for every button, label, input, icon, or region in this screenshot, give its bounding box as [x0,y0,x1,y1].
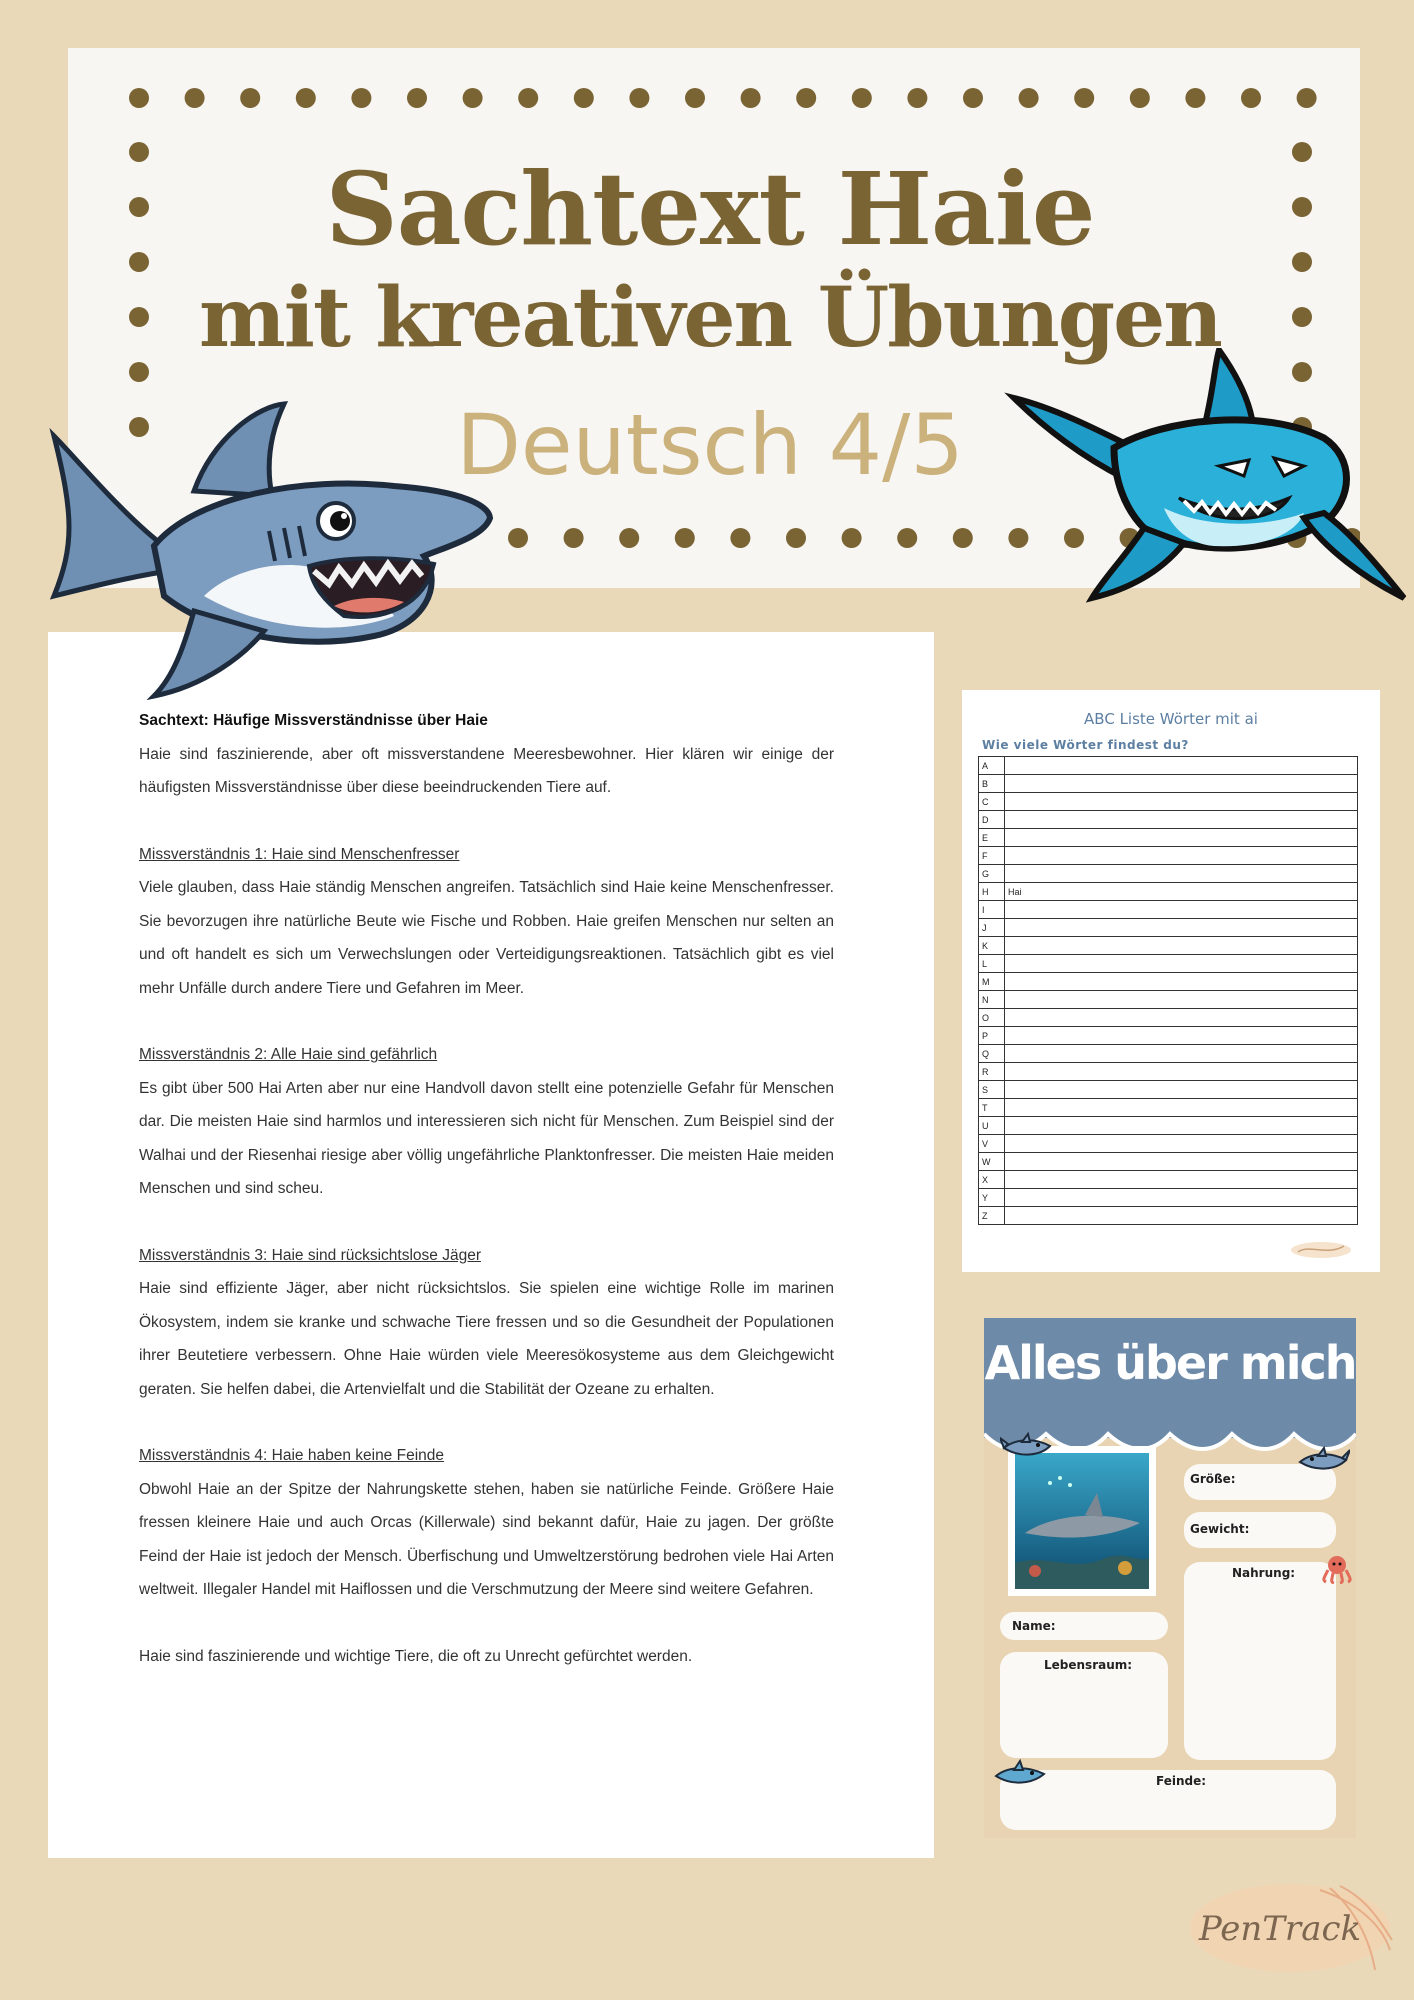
abc-word-cell[interactable] [1005,1117,1358,1135]
abc-word-cell[interactable] [1005,919,1358,937]
abc-word-cell[interactable] [1005,793,1358,811]
border-dot [518,88,538,108]
abc-word-cell[interactable] [1005,829,1358,847]
border-dot [619,528,639,548]
abc-row [979,1135,1358,1153]
border-dot [129,88,149,108]
weight-label: Gewicht: [1190,1522,1250,1536]
abc-letter: N [979,991,1005,1009]
abc-letter: T [979,1099,1005,1117]
abc-letter: E [979,829,1005,847]
cartoon-shark-left-icon [44,396,504,716]
abc-word-cell[interactable] [1005,811,1358,829]
abc-word-cell[interactable] [1005,1207,1358,1225]
page-subtitle: mit kreativen Übungen [199,270,1221,366]
abc-row [979,757,1358,775]
abc-letter: Q [979,1045,1005,1063]
border-dot [786,528,806,548]
border-dot [1297,88,1317,108]
border-dot [564,528,584,548]
small-shark-icon-2 [1296,1446,1350,1480]
abc-row [979,1081,1358,1099]
abc-letter: X [979,1171,1005,1189]
border-dot [685,88,705,108]
border-dot [185,88,205,108]
abc-row [979,901,1358,919]
abc-letter: F [979,847,1005,865]
section-heading-3: Missverständnis 3: Haie sind rücksichtslose Jäger [139,1246,481,1264]
border-dot [1185,88,1205,108]
abc-letter: G [979,865,1005,883]
abc-word-cell[interactable]: Hai [1005,883,1358,901]
size-label: Größe: [1190,1472,1236,1486]
border-dot [897,528,917,548]
abc-word-cell[interactable] [1005,1135,1358,1153]
abc-worksheet [962,690,1380,1272]
section-text-3: Haie sind effiziente Jäger, aber nicht rücksichtslos. Sie spielen eine wichtige Rolle im marinen Ökosystem, indem sie kranke und schwache Tiere fressen und so die Gesundheit der Populationen ihrer Beutetiere verbessern. Ohne Haie würden viele Meeresökosysteme aus dem Gleichgewicht geraten. Sie helfen dabei, die Artenvielfalt und die Stabilität der Ozeane zu erhalten. [139,1280,834,1398]
border-dot [796,88,816,108]
border-dot [296,88,316,108]
abc-letter: P [979,1027,1005,1045]
border-dot [407,88,427,108]
abc-word-cell[interactable] [1005,937,1358,955]
border-dot [240,88,260,108]
abc-word-cell[interactable] [1005,1081,1358,1099]
abc-row [979,1027,1358,1045]
abc-word-cell[interactable] [1005,865,1358,883]
shark-photo [1008,1446,1156,1596]
document-conclusion: Haie sind faszinierende und wichtige Tiere, die oft zu Unrecht gefürchtet werden. [139,1647,693,1665]
abc-row [979,991,1358,1009]
abc-row [979,919,1358,937]
abc-row [979,811,1358,829]
abc-row [979,883,1358,901]
abc-row [979,1099,1358,1117]
abc-row [979,775,1358,793]
abc-row [979,937,1358,955]
abc-letter: D [979,811,1005,829]
abc-row [979,829,1358,847]
border-dot [1130,88,1150,108]
section-text-4: Obwohl Haie an der Spitze der Nahrungskette stehen, haben sie natürliche Feinde. Größere Haie fressen kleinere Haie und auch Orcas (Killerwale) sind bekannt dafür, Haie zu jagen. Der größte Feind der Haie ist jedoch der Mensch. Überfischung und Umweltzerstörung bedrohen viele Hai Arten weltweit. Illegaler Handel mit Haiflossen und die Verschmutzung der Meere sind weitere Gefahren. [139,1480,834,1598]
border-dot [1019,88,1039,108]
abc-letter: R [979,1063,1005,1081]
abc-row [979,1117,1358,1135]
abc-row [979,1063,1358,1081]
abc-word-cell[interactable] [1005,991,1358,1009]
abc-word-cell[interactable] [1005,1027,1358,1045]
pentrack-logo [1180,1870,1400,1990]
abc-subtitle: Wie viele Wörter findest du? [982,738,1189,752]
abc-letter: S [979,1081,1005,1099]
abc-word-cell[interactable] [1005,955,1358,973]
abc-letter: V [979,1135,1005,1153]
food-label: Nahrung: [1232,1566,1296,1580]
about-title: Alles über mich [984,1336,1356,1390]
section-heading-4: Missverständnis 4: Haie haben keine Feinde [139,1447,445,1464]
border-dot [351,88,371,108]
angry-shark-right-icon [1004,348,1414,608]
abc-letter: A [979,757,1005,775]
grade-label: Deutsch 4/5 [456,396,964,494]
border-dot [842,528,862,548]
border-dot [963,88,983,108]
abc-row [979,793,1358,811]
octopus-icon [1320,1554,1354,1584]
abc-row [979,955,1358,973]
border-dot [463,88,483,108]
abc-word-cell[interactable] [1005,847,1358,865]
border-dot [675,528,695,548]
abc-word-cell[interactable] [1005,1045,1358,1063]
abc-title: ABC Liste Wörter mit ai [1084,710,1258,728]
abc-letter: B [979,775,1005,793]
abc-word-cell[interactable] [1005,901,1358,919]
page-title: Sachtext Haie [325,150,1095,268]
abc-letter: Y [979,1189,1005,1207]
abc-row [979,1171,1358,1189]
abc-letter: U [979,1117,1005,1135]
abc-word-cell[interactable] [1005,1153,1358,1171]
abc-row [979,847,1358,865]
abc-letter: I [979,901,1005,919]
abc-row [979,1189,1358,1207]
abc-word-cell[interactable] [1005,757,1358,775]
abc-word-cell[interactable] [1005,775,1358,793]
enemies-label: Feinde: [1156,1774,1207,1788]
abc-word-cell[interactable] [1005,1171,1358,1189]
border-dot [508,528,528,548]
abc-letter: Z [979,1207,1005,1225]
abc-row [979,1045,1358,1063]
name-label: Name: [1012,1619,1056,1633]
abc-word-cell[interactable] [1005,1009,1358,1027]
small-shark-icon [1000,1432,1054,1466]
abc-row [979,1207,1358,1225]
abc-word-cell[interactable] [1005,1189,1358,1207]
abc-letter: M [979,973,1005,991]
section-text-1: Viele glauben, dass Haie ständig Menschen angreifen. Tatsächlich sind Haie keine Menschenfresser. Sie bevorzugen ihre natürliche Beute wie Fische und Robben. Haie greifen Menschen nur selten an und oft handelt es sich um Verwechslungen oder Verteidigungsreaktionen. Tatsächlich gibt es viel mehr Unfälle durch andere Tiere und Gefahren im Meer. [139,879,834,997]
border-dot [852,88,872,108]
section-heading-1: Missverständnis 1: Haie sind Menschenfresser [139,845,460,863]
section-text-2: Es gibt über 500 Hai Arten aber nur eine Handvoll davon stellt eine potenzielle Gefahr für Menschen dar. Die meisten Haie sind harmlos und interessieren sich nicht für Menschen. Zum Beispiel sind der Walhai und der Riesenhai riesige aber völlig ungefährliche Planktonfresser. Die meisten Haie meiden Menschen und sind scheu. [139,1079,834,1197]
abc-row [979,1153,1358,1171]
section-heading-2: Missverständnis 2: Alle Haie sind gefährlich [139,1046,438,1063]
abc-letter: L [979,955,1005,973]
document-intro: Haie sind faszinierende, aber oft missverstandene Meeresbewohner. Hier klären wir einige der häufigsten Missverständnisse über diese beeindruckenden Tiere auf. [139,745,834,796]
small-shark-icon-3 [992,1758,1048,1794]
border-dot [574,88,594,108]
habitat-label: Lebensraum: [1044,1658,1133,1672]
border-dot [953,528,973,548]
document-title: Sachtext: Häufige Missverständnisse über Haie [139,712,488,729]
border-dot [629,88,649,108]
abc-letter: H [979,883,1005,901]
border-dot [730,528,750,548]
abc-letter: J [979,919,1005,937]
abc-row [979,973,1358,991]
abc-row [979,1009,1358,1027]
abc-word-cell[interactable] [1005,973,1358,991]
abc-word-cell[interactable] [1005,1099,1358,1117]
abc-letter: W [979,1153,1005,1171]
food-field[interactable] [1184,1562,1336,1760]
abc-letter: K [979,937,1005,955]
pentrack-logo-small [1288,1238,1354,1262]
document-page [48,632,934,1858]
abc-table [978,756,1358,1225]
pentrack-logo-text: PenTrack [1198,1909,1362,1949]
border-dot [1241,88,1261,108]
abc-word-cell[interactable] [1005,1063,1358,1081]
abc-letter: O [979,1009,1005,1027]
border-dot [1074,88,1094,108]
abc-row [979,865,1358,883]
border-dot [907,88,927,108]
abc-letter: C [979,793,1005,811]
all-about-me-worksheet [984,1318,1356,1838]
border-dot [741,88,761,108]
